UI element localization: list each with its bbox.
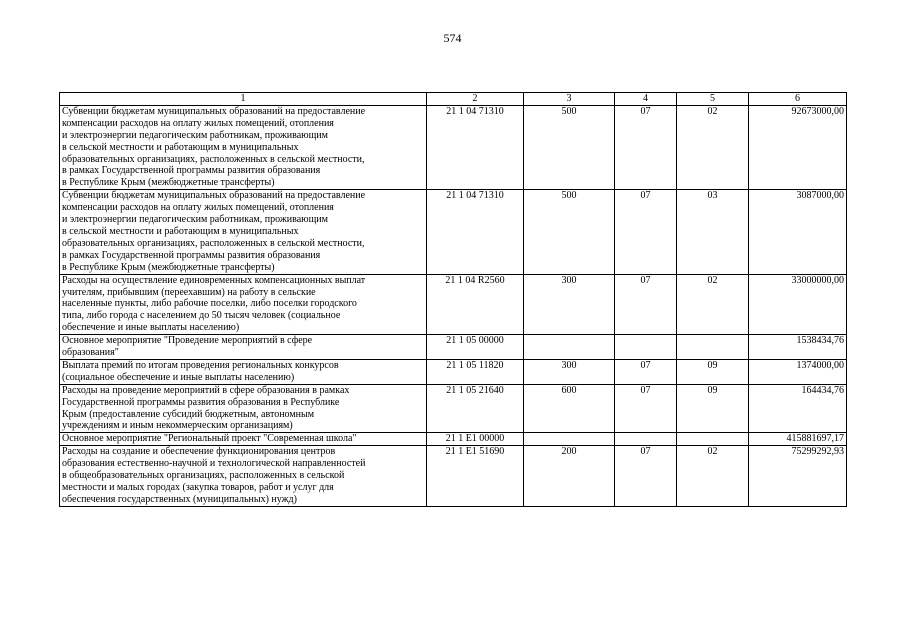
row-expense-type <box>524 335 615 360</box>
row-expense-type: 500 <box>524 105 615 189</box>
row-amount: 92673000,00 <box>749 105 847 189</box>
table-header-row <box>60 93 847 106</box>
row-subsection <box>677 433 749 446</box>
row-description: Основное мероприятие "Проведение мероприятий в сфере образования" <box>60 335 427 360</box>
row-amount: 33000000,00 <box>749 274 847 335</box>
row-code: 21 1 E1 51690 <box>427 446 524 507</box>
row-section: 07 <box>615 359 677 384</box>
column-header: 4 <box>615 93 677 106</box>
row-subsection: 02 <box>677 446 749 507</box>
row-amount: 164434,76 <box>749 384 847 433</box>
row-code: 21 1 05 21640 <box>427 384 524 433</box>
row-code: 21 1 04 R2560 <box>427 274 524 335</box>
row-subsection: 02 <box>677 274 749 335</box>
row-code: 21 1 05 00000 <box>427 335 524 360</box>
row-expense-type: 600 <box>524 384 615 433</box>
row-subsection: 03 <box>677 190 749 274</box>
column-header: 6 <box>749 93 847 106</box>
table-row <box>60 274 847 335</box>
row-code: 21 1 04 71310 <box>427 105 524 189</box>
row-amount: 415881697,17 <box>749 433 847 446</box>
table-row <box>60 433 847 446</box>
table-row <box>60 446 847 507</box>
row-section: 07 <box>615 446 677 507</box>
row-expense-type: 500 <box>524 190 615 274</box>
row-subsection: 09 <box>677 384 749 433</box>
table-row <box>60 359 847 384</box>
row-description: Выплата премий по итогам проведения региональных конкурсов (социальное обеспечение и иные выплаты населению) <box>60 359 427 384</box>
row-description: Расходы на проведение мероприятий в сфере образования в рамках Государственной программы развития образования в Республике Крым (предоставление субсидий бюджетным, автономным учреждениям и иным некоммерческим организациям) <box>60 384 427 433</box>
row-expense-type: 300 <box>524 274 615 335</box>
row-description: Субвенции бюджетам муниципальных образований на предоставление компенсации расходов на оплату жилых помещений, отопления и электроэнергии педагогическим работникам, проживающим в сельской местности и работающим в муниципальных образовательных организациях, расположенных в сельской местности, в рамках Государственной программы развития образования в Республике Крым (межбюджетные трансферты) <box>60 105 427 189</box>
row-section: 07 <box>615 105 677 189</box>
row-code: 21 1 05 11820 <box>427 359 524 384</box>
row-description: Субвенции бюджетам муниципальных образований на предоставление компенсации расходов на оплату жилых помещений, отопления и электроэнергии педагогическим работникам, проживающим в сельской местности и работающим в муниципальных образовательных организациях, расположенных в сельской местности, в рамках Государственной программы развития образования в Республике Крым (межбюджетные трансферты) <box>60 190 427 274</box>
row-amount: 1538434,76 <box>749 335 847 360</box>
row-section <box>615 335 677 360</box>
column-header: 1 <box>60 93 427 106</box>
row-section: 07 <box>615 190 677 274</box>
table-row <box>60 190 847 274</box>
row-code: 21 1 E1 00000 <box>427 433 524 446</box>
row-section: 07 <box>615 384 677 433</box>
row-section: 07 <box>615 274 677 335</box>
table-row <box>60 105 847 189</box>
row-subsection: 09 <box>677 359 749 384</box>
budget-table <box>59 92 847 507</box>
column-header: 3 <box>524 93 615 106</box>
row-expense-type <box>524 433 615 446</box>
row-code: 21 1 04 71310 <box>427 190 524 274</box>
row-subsection <box>677 335 749 360</box>
row-section <box>615 433 677 446</box>
row-description: Расходы на создание и обеспечение функционирования центров образования естественно-научной и технологической направленностей в общеобразовательных организациях, расположенных в сельской местности и малых городах (закупка товаров, работ и услуг для обеспечения государственных (муниципальных) нужд) <box>60 446 427 507</box>
page-number: 574 <box>443 31 462 45</box>
row-amount: 75299292,93 <box>749 446 847 507</box>
column-header: 2 <box>427 93 524 106</box>
row-description: Основное мероприятие "Региональный проект "Современная школа" <box>60 433 427 446</box>
column-header: 5 <box>677 93 749 106</box>
row-amount: 3087000,00 <box>749 190 847 274</box>
row-expense-type: 200 <box>524 446 615 507</box>
row-amount: 1374000,00 <box>749 359 847 384</box>
table-row <box>60 335 847 360</box>
table-row <box>60 384 847 433</box>
row-description: Расходы на осуществление единовременных компенсационных выплат учителям, прибывшим (переехавшим) на работу в сельские населенные пункты, либо рабочие поселки, либо поселки городского типа, либо города с населением до 50 тысяч человек (социальное обеспечение и иные выплаты населению) <box>60 274 427 335</box>
row-expense-type: 300 <box>524 359 615 384</box>
row-subsection: 02 <box>677 105 749 189</box>
